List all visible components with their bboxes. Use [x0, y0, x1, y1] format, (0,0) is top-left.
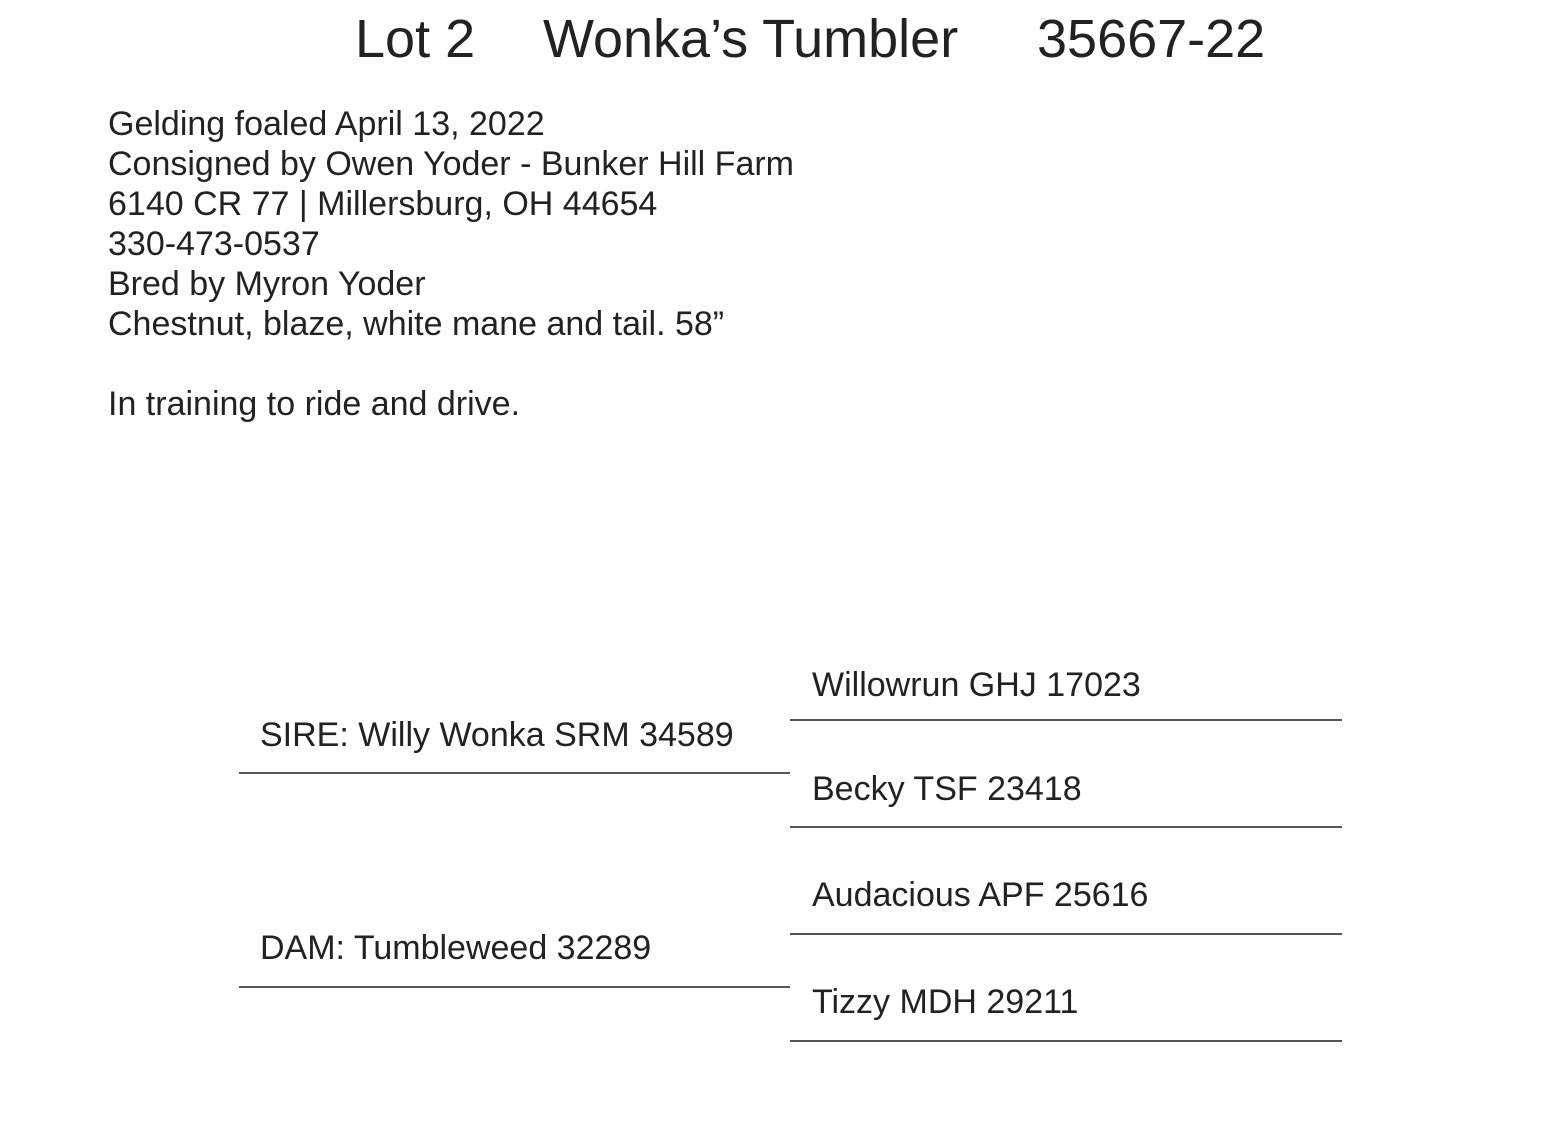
horse-name: Wonka’s Tumbler: [543, 9, 959, 69]
training-line: In training to ride and drive.: [108, 385, 521, 423]
dam-sire-line: [790, 933, 1342, 935]
sire-line: [239, 772, 790, 774]
sire-label: SIRE: Willy Wonka SRM 34589: [260, 716, 734, 754]
dam-sire-label: Audacious APF 25616: [812, 876, 1149, 914]
consignor-line: Consigned by Owen Yoder - Bunker Hill Farm: [108, 145, 794, 183]
sire-dam-line: [790, 826, 1342, 828]
lot-number: Lot 2: [355, 9, 476, 69]
phone-line: 330-473-0537: [108, 225, 320, 263]
breeder-line: Bred by Myron Yoder: [108, 265, 426, 303]
description-line: Chestnut, blaze, white mane and tail. 58”: [108, 305, 725, 343]
foaled-line: Gelding foaled April 13, 2022: [108, 105, 545, 143]
sire-sire-label: Willowrun GHJ 17023: [812, 666, 1141, 704]
sire-sire-line: [790, 719, 1342, 721]
dam-label: DAM: Tumbleweed 32289: [260, 929, 652, 967]
dam-dam-label: Tizzy MDH 29211: [812, 983, 1079, 1021]
registration-number: 35667-22: [1037, 9, 1266, 69]
address-line: 6140 CR 77 | Millersburg, OH 44654: [108, 185, 658, 223]
sire-dam-label: Becky TSF 23418: [812, 770, 1082, 808]
dam-dam-line: [790, 1040, 1342, 1042]
dam-line: [239, 986, 790, 988]
